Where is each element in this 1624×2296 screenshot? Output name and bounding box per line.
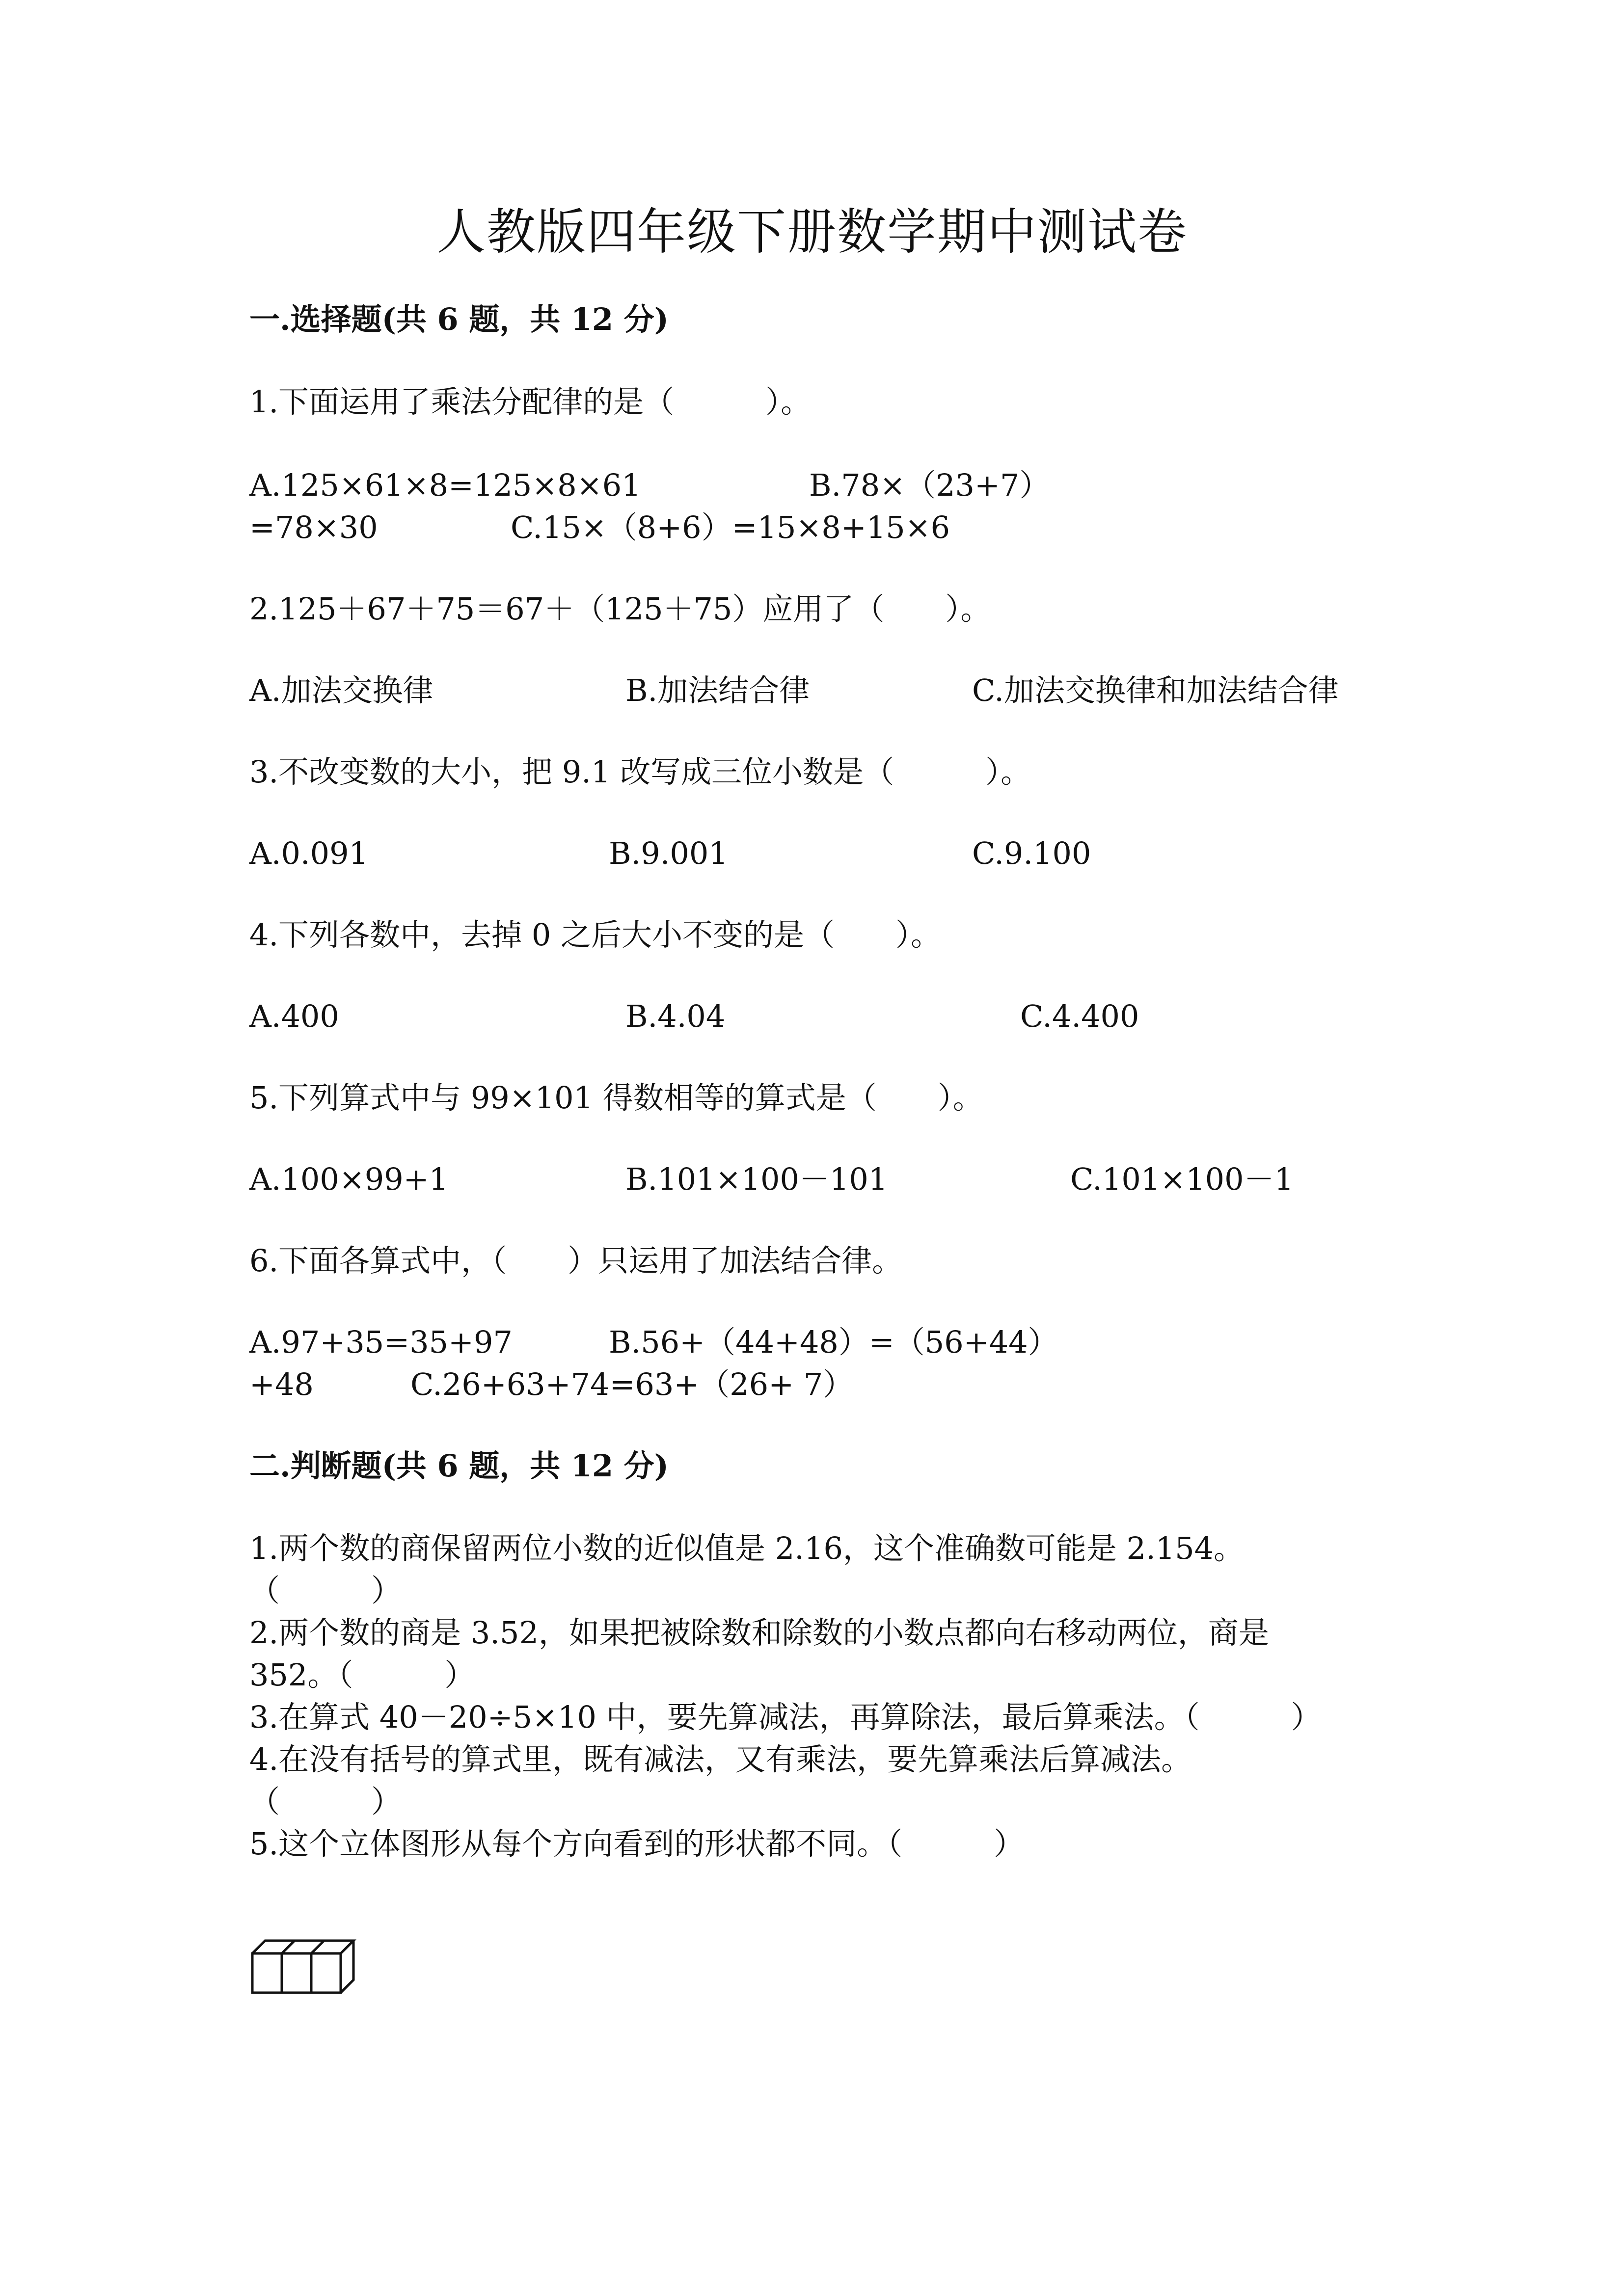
question-6-option-b: B.56+（44+48）=（56+44） <box>609 1324 1058 1360</box>
question-1-stem: 1.下面运用了乘法分配律的是（ ）。 <box>249 384 812 420</box>
page-title: 人教版四年级下册数学期中测试卷 <box>436 203 1188 261</box>
judgement-2-text-continued: 352。（ ） <box>249 1657 475 1693</box>
judgement-1-text: 1.两个数的商保留两位小数的近似值是 2.16，这个准确数可能是 2.154。 <box>249 1530 1245 1566</box>
question-1-option-b-continued: =78×30 <box>249 509 378 545</box>
question-6-option-c: C.26+63+74=63+（26+ 7） <box>410 1366 854 1402</box>
question-5-option-b: B.101×100－101 <box>625 1161 888 1197</box>
question-3-stem: 3.不改变数的大小，把 9.1 改写成三位小数是（ ）。 <box>249 754 1031 790</box>
judgement-4-answer-blank: （ ） <box>249 1784 402 1819</box>
judgement-1-answer-blank: （ ） <box>249 1573 402 1608</box>
question-4-stem: 4.下列各数中，去掉 0 之后大小不变的是（ ）。 <box>249 917 942 953</box>
judgement-5-text: 5.这个立体图形从每个方向看到的形状都不同。（ ） <box>249 1826 1025 1862</box>
question-2-stem: 2.125＋67＋75＝67＋（125＋75）应用了（ ）。 <box>249 591 991 627</box>
section-heading-choice: 一.选择题(共 6 题，共 12 分) <box>249 301 669 337</box>
question-4-option-c: C.4.400 <box>1020 998 1139 1034</box>
question-2-option-a: A.加法交换律 <box>249 672 433 708</box>
question-2-option-c: C.加法交换律和加法结合律 <box>972 672 1339 708</box>
question-5-option-c: C.101×100－1 <box>1070 1161 1294 1197</box>
judgement-3-text: 3.在算式 40－20÷5×10 中，要先算减法，再算除法，最后算乘法。（ ） <box>249 1699 1322 1735</box>
question-5-option-a: A.100×99+1 <box>249 1161 449 1197</box>
question-6-option-b-continued: +48 <box>249 1366 314 1402</box>
question-1-option-a: A.125×61×8=125×8×61 <box>249 467 641 503</box>
question-6-stem: 6.下面各算式中，（ ）只运用了加法结合律。 <box>249 1243 903 1279</box>
question-5-stem: 5.下列算式中与 99×101 得数相等的算式是（ ）。 <box>249 1080 983 1116</box>
section-heading-judgement: 二.判断题(共 6 题，共 12 分) <box>249 1448 669 1484</box>
question-1-option-c: C.15×（8+6）=15×8+15×6 <box>511 509 950 545</box>
question-6-option-a: A.97+35=35+97 <box>249 1324 513 1360</box>
judgement-4-text: 4.在没有括号的算式里，既有减法，又有乘法，要先算乘法后算减法。 <box>249 1741 1192 1777</box>
question-1-option-b: B.78×（23+7） <box>809 467 1050 503</box>
question-2-option-b: B.加法结合律 <box>625 672 810 708</box>
question-3-option-b: B.9.001 <box>609 835 728 871</box>
question-4-option-b: B.4.04 <box>625 998 726 1034</box>
judgement-2-text: 2.两个数的商是 3.52，如果把被除数和除数的小数点都向右移动两位，商是 <box>249 1615 1269 1651</box>
three-cube-row-icon <box>249 1938 357 1999</box>
question-4-option-a: A.400 <box>249 998 339 1034</box>
question-3-option-a: A.0.091 <box>249 835 368 871</box>
question-3-option-c: C.9.100 <box>972 835 1091 871</box>
